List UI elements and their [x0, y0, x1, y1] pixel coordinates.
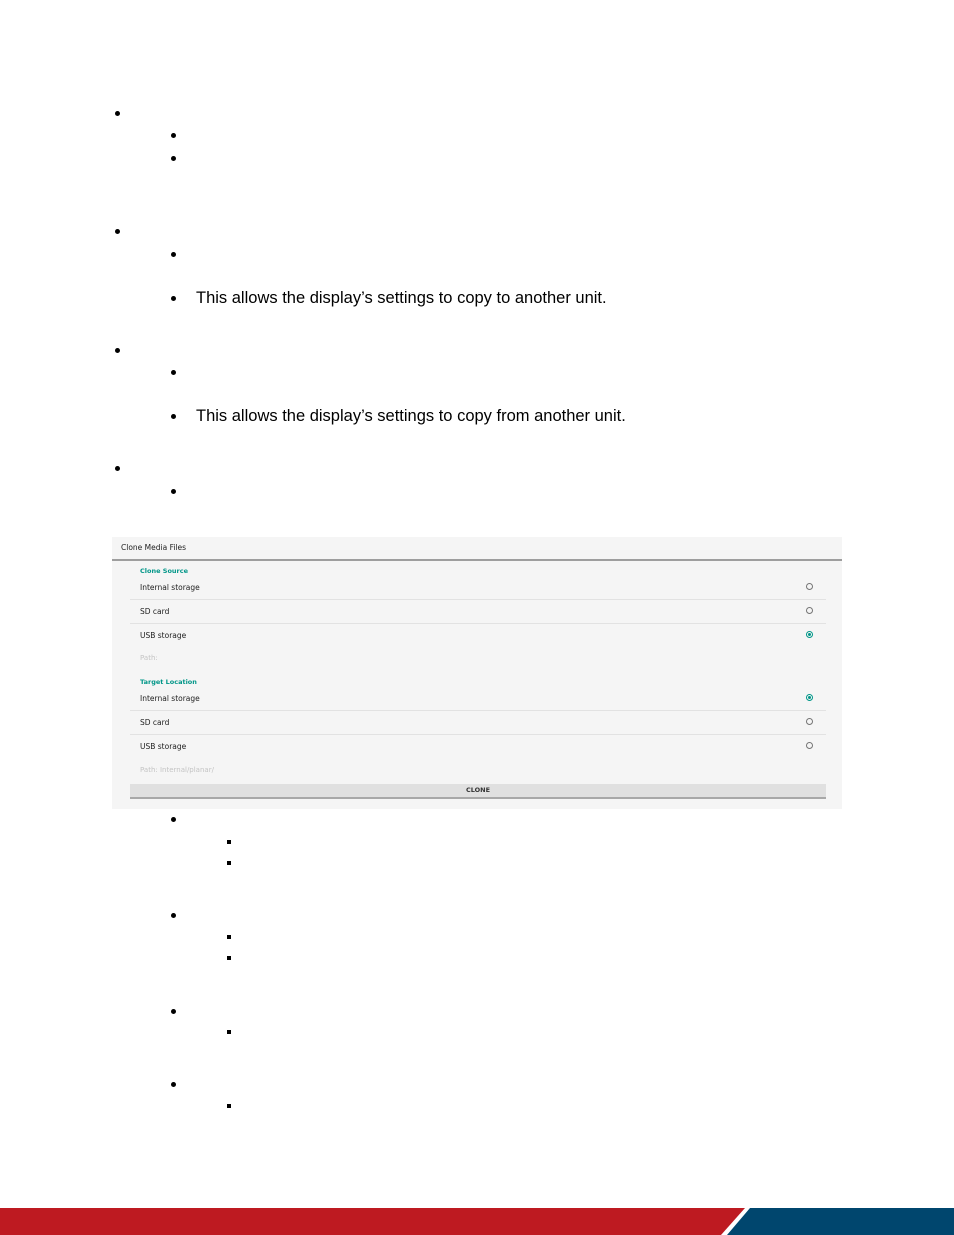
- target-option-usb-storage[interactable]: [130, 735, 826, 758]
- radio-button[interactable]: [806, 718, 813, 725]
- bullet: [171, 370, 176, 375]
- option-label: SD card: [140, 607, 170, 616]
- square-bullet: [227, 956, 231, 960]
- square-bullet: [227, 1030, 231, 1034]
- bullet: [171, 913, 176, 918]
- bullet: [171, 296, 176, 301]
- bullet: [115, 111, 120, 116]
- bullet: [115, 348, 120, 353]
- source-path: Path:: [140, 654, 158, 662]
- source-option-internal-storage[interactable]: [130, 576, 826, 600]
- target-location-heading: Target Location: [140, 678, 197, 686]
- bullet: [171, 1082, 176, 1087]
- bullet: [115, 229, 120, 234]
- target-path: Path: Internal/planar/: [140, 766, 214, 774]
- radio-button[interactable]: [806, 583, 813, 590]
- option-label: USB storage: [140, 631, 187, 640]
- bullet: [171, 1009, 176, 1014]
- bullet: [171, 252, 176, 257]
- clone-media-files-screenshot: [112, 537, 842, 809]
- radio-button[interactable]: [806, 607, 813, 614]
- target-option-sd-card[interactable]: [130, 711, 826, 735]
- bullet: [171, 414, 176, 419]
- square-bullet: [227, 935, 231, 939]
- bullet: [115, 466, 120, 471]
- square-bullet: [227, 1104, 231, 1108]
- option-label: Internal storage: [140, 583, 200, 592]
- target-option-internal-storage[interactable]: [130, 687, 826, 711]
- clone-source-heading: Clone Source: [140, 567, 189, 575]
- radio-button-selected[interactable]: [806, 631, 813, 638]
- option-label: Internal storage: [140, 694, 200, 703]
- source-option-usb-storage[interactable]: [130, 624, 826, 647]
- panel-title: Clone Media Files: [121, 543, 187, 552]
- bullet: [171, 133, 176, 138]
- clone-button[interactable]: CLONE: [130, 784, 826, 799]
- bullet: [171, 156, 176, 161]
- import-note: This allows the display’s settings to copy from another unit.: [196, 407, 626, 425]
- square-bullet: [227, 840, 231, 844]
- export-note: This allows the display’s settings to copy to another unit.: [196, 289, 607, 307]
- title-divider: [112, 559, 842, 561]
- option-label: USB storage: [140, 742, 187, 751]
- square-bullet: [227, 861, 231, 865]
- footer-band-blue: [0, 1208, 954, 1235]
- bullet: [171, 489, 176, 494]
- option-label: SD card: [140, 718, 170, 727]
- radio-button[interactable]: [806, 742, 813, 749]
- bullet: [171, 817, 176, 822]
- radio-button-selected[interactable]: [806, 694, 813, 701]
- source-option-sd-card[interactable]: [130, 600, 826, 624]
